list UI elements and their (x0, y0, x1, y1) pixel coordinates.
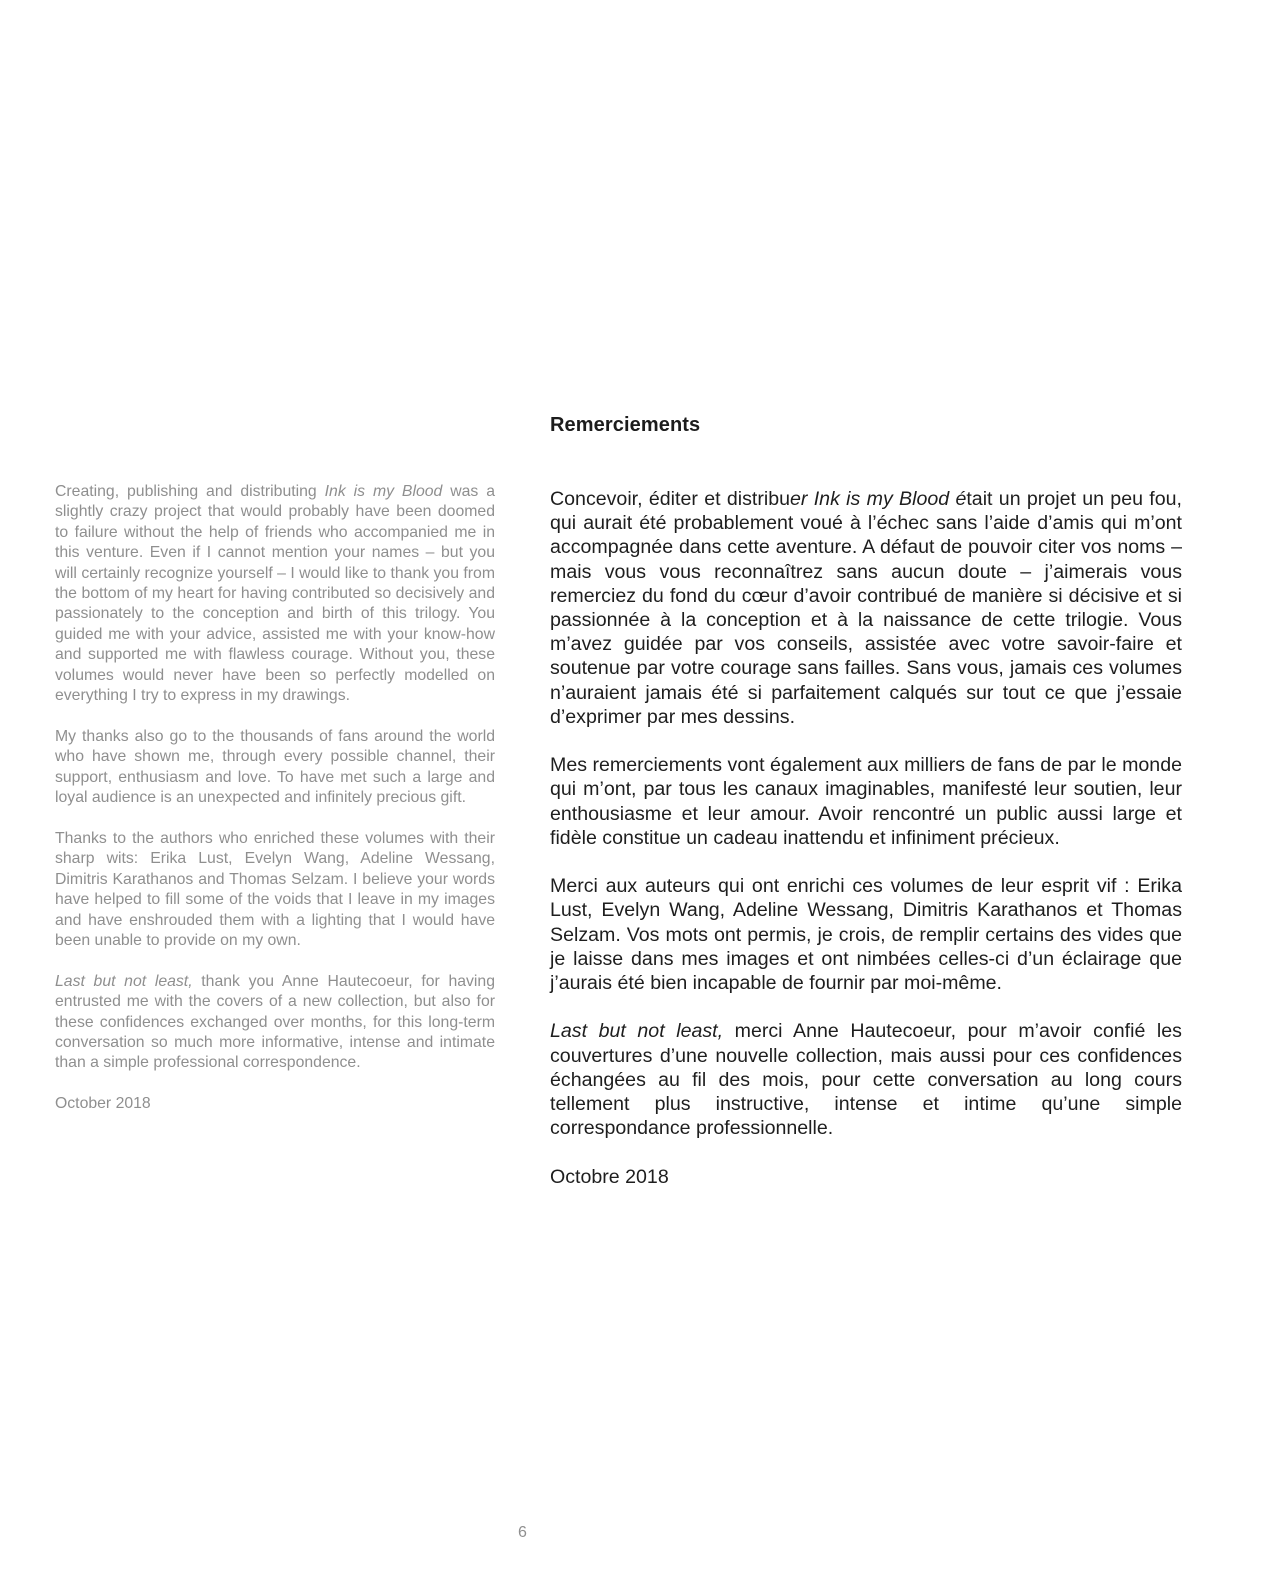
english-column (55, 482, 495, 1115)
french-paragraph-1 (550, 487, 1182, 729)
italic-phrase: Last but not least, (55, 972, 193, 990)
page-number: 6 (518, 1524, 527, 1541)
book-title-italic: er Ink is my Blood é (790, 488, 967, 510)
book-title-italic: Ink is my Blood (324, 483, 443, 500)
italic-phrase: Last but not least, (550, 1020, 724, 1043)
text-run: Concevoir, éditer et distribu (550, 488, 790, 510)
text-run: Creating, publishing and distributing (55, 483, 325, 500)
text-run: thank you Anne Hautecoeur, for having entrusted me with the covers of a new collection, but also for these confidences exchanged over months, for this long-term conversation so much more informative, intense and intimate than a simple professional correspondence. (55, 972, 496, 1072)
french-paragraph-4 (550, 1019, 1182, 1140)
page-title: Remerciements (550, 414, 701, 436)
french-column (550, 487, 1182, 1189)
english-paragraph-3: Thanks to the authors who enriched these volumes with their sharp wits: Erika Lust, Evelyn Wang, Adeline Wessang, Dimitris Karathanos and Thomas Selzam. I believe your words have helped to fill some of the voids that I leave in my images and have enshrouded them with a lighting that I would have been unable to provide on my own. (55, 829, 495, 949)
text-run: merci Anne Hautecoeur, pour m’avoir confié les couvertures d’une nouvelle collection, mais aussi pour ces confidences échangées au fil des mois, pour cette conversation au long cours tellement plus instructive, intense et intime qu’une simple correspondance professionnelle. (550, 1020, 1182, 1140)
english-date: October 2018 (55, 1095, 151, 1113)
english-paragraph-2: My thanks also go to the thousands of fans around the world who have shown me, through every possible channel, their support, enthusiasm and love. To have met such a large and loyal audience is an unexpected and infinitely precious gift. (55, 727, 495, 807)
english-paragraph-4 (55, 972, 495, 1074)
french-paragraph-3: Merci aux auteurs qui ont enrichi ces volumes de leur esprit vif : Erika Lust, Evelyn Wang, Adeline Wessang, Dimitris Karathanos et Thomas Selzam. Vos mots ont permis, je crois, de remplir certains des vides que je laisse dans mes images et ont nimbées celles-ci d’un éclairage que j’aurais été bien incapable de fournir par moi-même. (550, 875, 1182, 995)
text-run: was a slightly crazy project that would probably have been doomed to failure without the help of friends who accompanied me in this venture. Even if I cannot mention your names – but you will certainly recognize yourself – I would like to thank you from the bottom of my heart for having contributed so decisively and passionately to the conception and birth of this trilogy. You guided me with your advice, assisted me with your know-how and supported me with flawless courage. Without you, these volumes would never have been so perfectly modelled on everything I try to express in my drawings. (55, 483, 496, 705)
text-run: tait un projet un peu fou, qui aurait été probablement voué à l’échec sans l’aide d’amis qui m’ont accompagnée dans cette aventure. A défaut de pouvoir citer vos noms – mais vous vous reconnaîtrez sans aucun doute – j’aimerais vous remerciez du fond du cœur d’avoir contribué de manière si décisive et si passionnée à la conception et à la naissance de cette trilogie. Vous m’avez guidée par vos conseils, assistée avec votre savoir-faire et soutenue par votre courage sans failles. Sans vous, jamais ces volumes n’auraient jamais été si parfaitement calqués sur tout ce que j’essaie d’exprimer par mes dessins. (550, 488, 1182, 728)
english-paragraph-1 (55, 482, 495, 706)
french-paragraph-2: Mes remerciements vont également aux milliers de fans de par le monde qui m’ont, par tous les canaux imaginables, manifesté leur soutien, leur enthousiasme et leur amour. Avoir rencontré un public aussi large et fidèle constitue un cadeau inattendu et infiniment précieux. (550, 754, 1182, 849)
french-date: Octobre 2018 (550, 1165, 669, 1188)
